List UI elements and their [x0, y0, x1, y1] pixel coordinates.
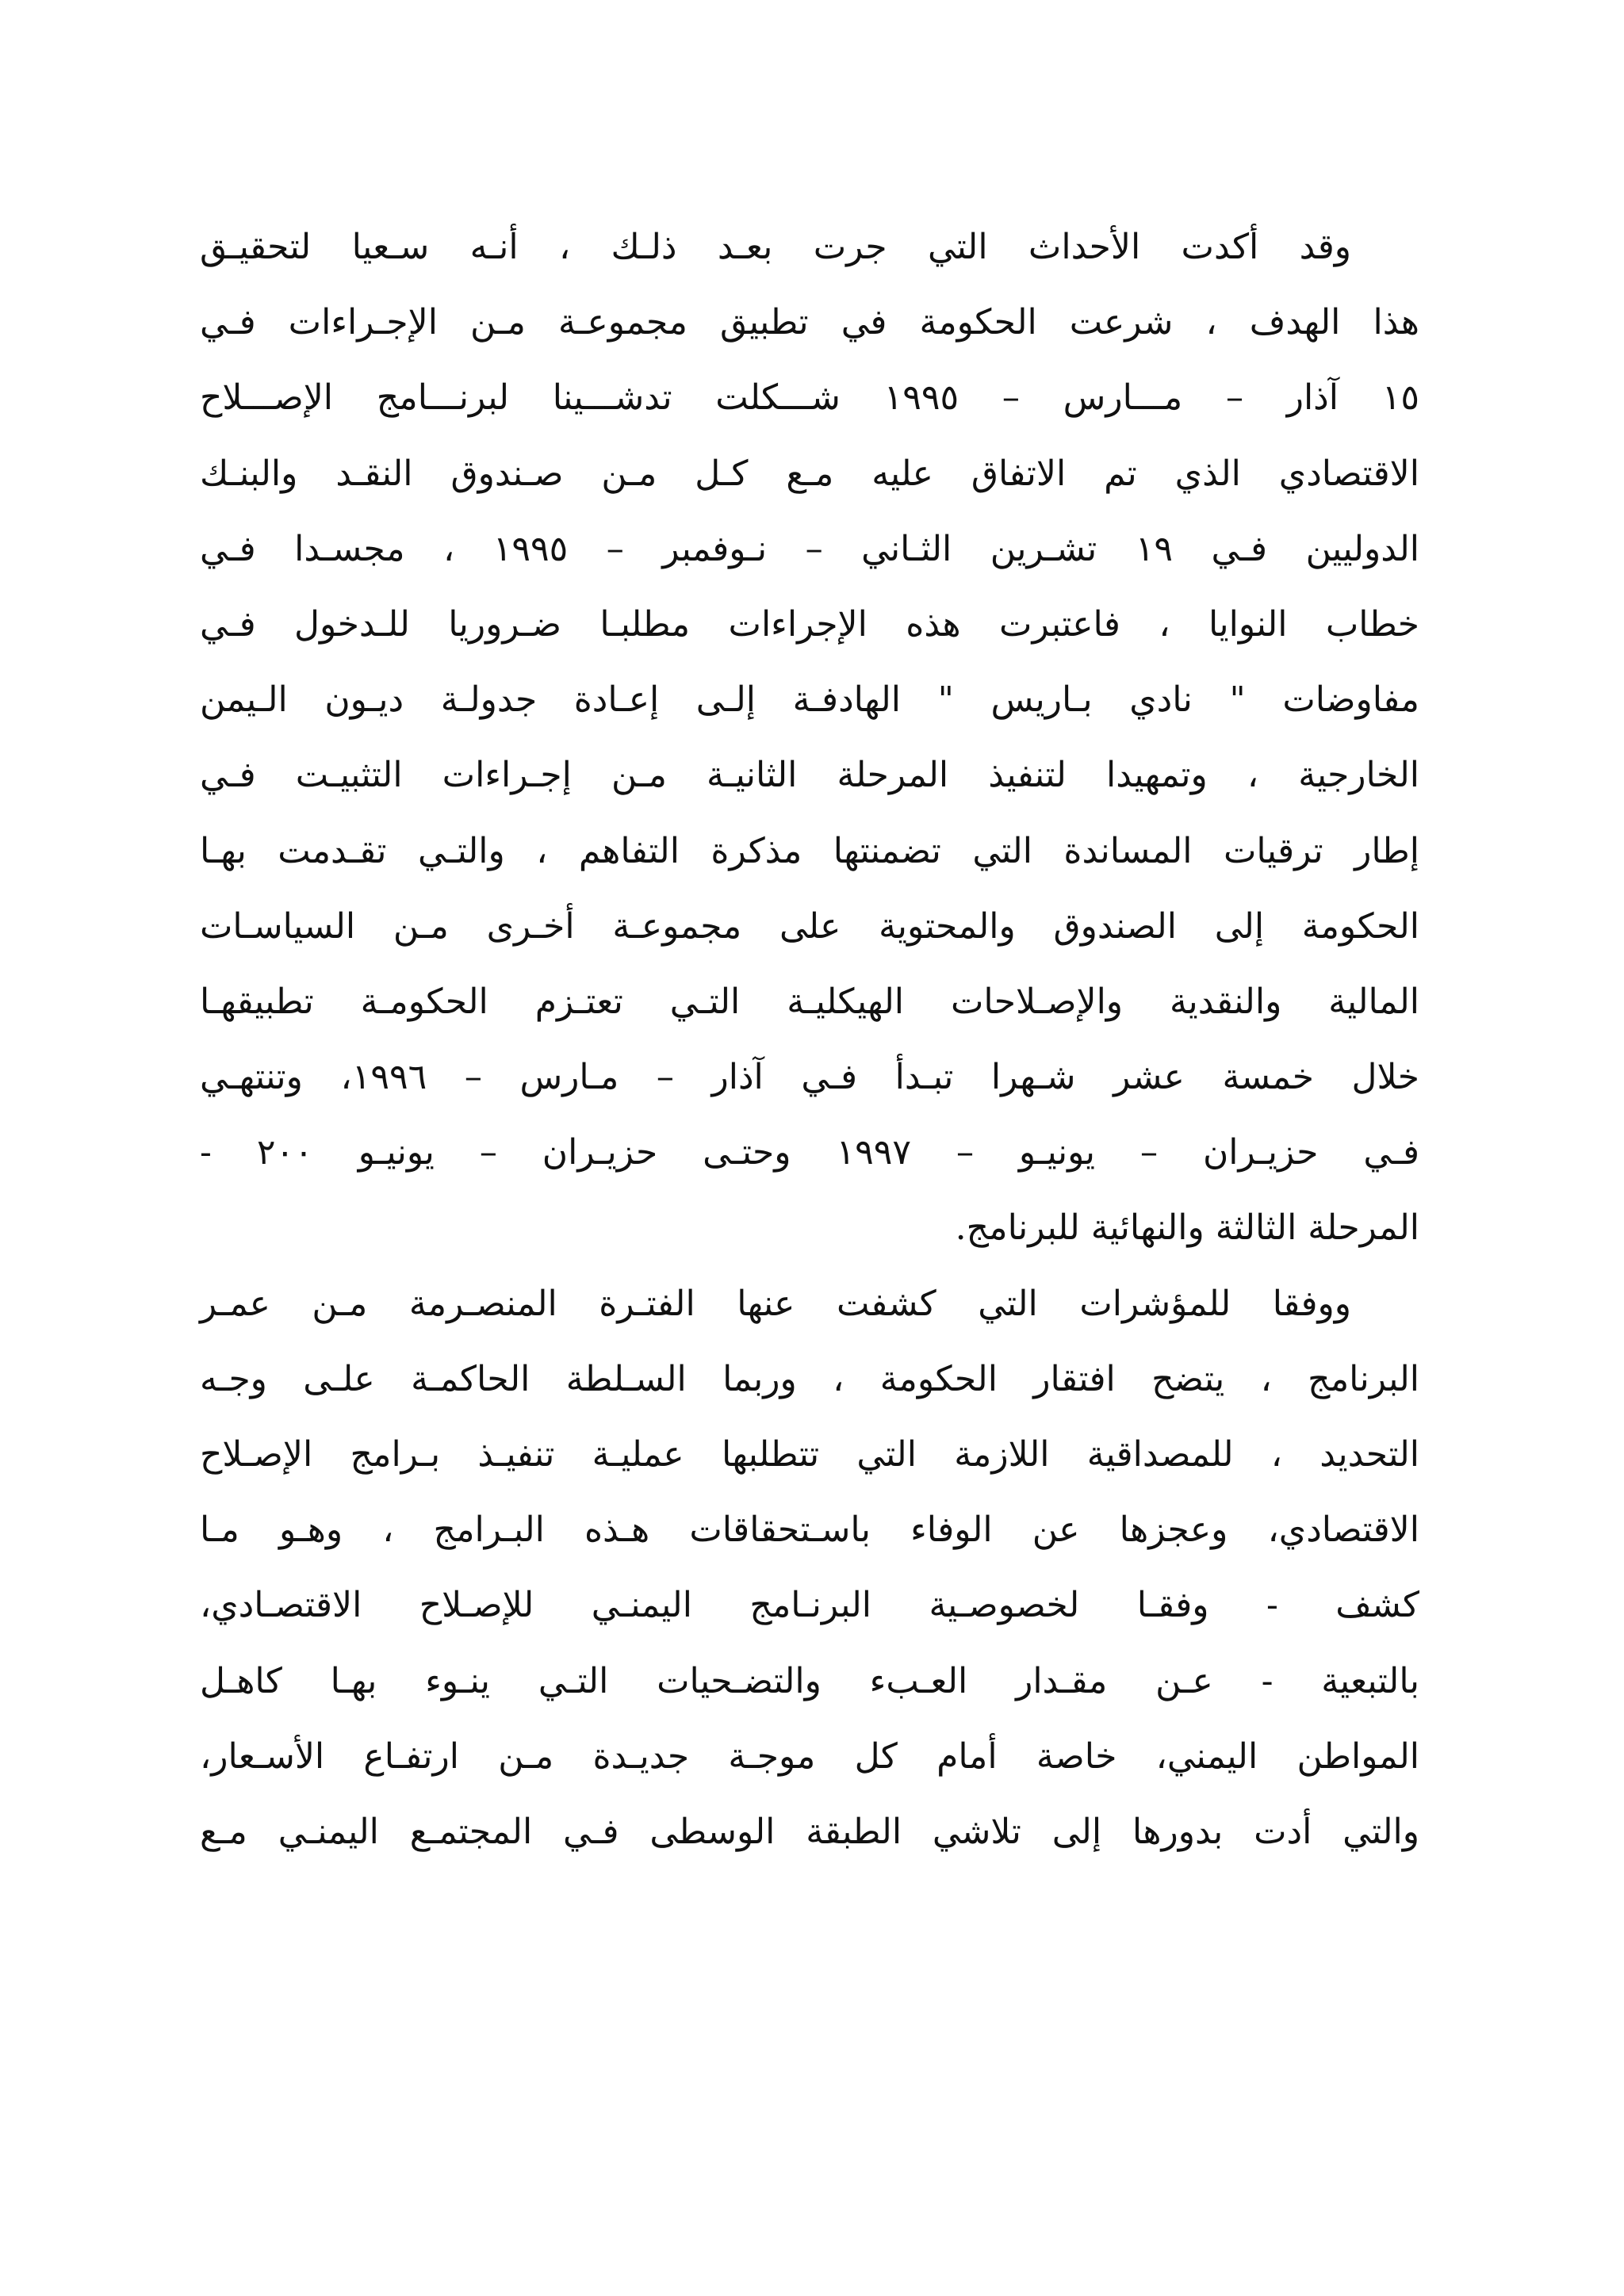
text-line: خلال خمسة عشر شـهرا تبـدأ فـي آذار – مـارس – ١٩٩٦، وتنتهـي — [200, 1057, 1419, 1098]
text-line: المواطن اليمني، خاصة أمام كل موجـة جديـدة مـن ارتفـاع الأسـعار، — [200, 1735, 1419, 1777]
text-line: البرنامج ، يتضح افتقار الحكومة ، وربما السـلطة الحاكمـة علـى وجـه — [200, 1358, 1419, 1399]
text-line: خطاب النوايا ، فاعتبرت هذه الإجراءات مطلبـا ضـروريا للـدخول فـي — [200, 603, 1419, 645]
paragraph-1 — [200, 209, 1419, 1266]
text-line: التحديد ، للمصداقية اللازمة التي تتطلبها عمليـة تنفيـذ بـرامج الإصـلاح — [200, 1434, 1419, 1475]
text-line: وقد أكدت الأحداث التي جرت بعـد ذلـك ، أنـه سـعيا لتحقيـق — [200, 227, 1351, 267]
text-line: هذا الهدف ، شرعت الحكومة في تطبيق مجموعـة مـن الإجـراءات فـي — [200, 302, 1419, 343]
paragraph-2 — [200, 1266, 1419, 1870]
text-line: فـي حزيـران – يونيـو – ١٩٩٧ وحتـى حزيـران – يونيـو ٢٠٠ - — [200, 1132, 1419, 1173]
text-line: المرحلة الثالثة والنهائية للبرنامج. — [955, 1207, 1419, 1249]
text-line: الاقتصادي، وعجزها عن الوفاء باسـتحقاقات هـذه البـرامج ، وهـو مـا — [200, 1510, 1419, 1551]
text-line: الخارجية ، وتمهيدا لتنفيذ المرحلة الثانيـة مـن إجـراءات التثبيـت فـي — [200, 755, 1419, 796]
text-block — [200, 209, 1419, 1869]
text-line: والتي أدت بدورها إلى تلاشي الطبقة الوسطى فـي المجتمـع اليمنـي مـع — [200, 1811, 1419, 1852]
text-line: الدوليين فـي ١٩ تشـرين الثـاني – نـوفمبر – ١٩٩٥ ، مجسـدا فـي — [200, 528, 1419, 569]
text-line: الاقتصادي الذي تم الاتفاق عليه مـع كـل مـن صـندوق النقـد والبنـك — [200, 453, 1419, 494]
text-line: ١٥ آذار – مـــارس – ١٩٩٥ شـــكلت تدشـــينا لبرنـــامج الإصـــلاح — [200, 377, 1419, 419]
text-line: المالية والنقدية والإصـلاحات الهيكليـة التـي تعتـزم الحكومـة تطبيقهـا — [200, 981, 1419, 1022]
text-line: ووفقا للمؤشرات التي كشفت عنها الفتـرة المنصـرمة مـن عمـر — [200, 1283, 1351, 1324]
text-line: بالتبعية - عـن مقـدار العـبء والتضـحيات التـي ينـوء بهـا كاهـل — [200, 1660, 1419, 1701]
text-line: كشف - وفقـا لخصوصـية البرنـامج اليمنـي للإصـلاح الاقتصـادي، — [200, 1585, 1419, 1626]
text-line: إطار ترقيات المساندة التي تضمنتها مذكرة التفاهم ، والتـي تقـدمت بهـا — [200, 830, 1420, 871]
text-line: الحكومة إلى الصندوق والمحتوية على مجموعـة أخـرى مـن السياسـات — [200, 905, 1419, 947]
text-line: مفاوضات " نادي بـاريس " الهادفـة إلـى إعـادة جدولـة ديـون الـيمن — [200, 679, 1419, 721]
